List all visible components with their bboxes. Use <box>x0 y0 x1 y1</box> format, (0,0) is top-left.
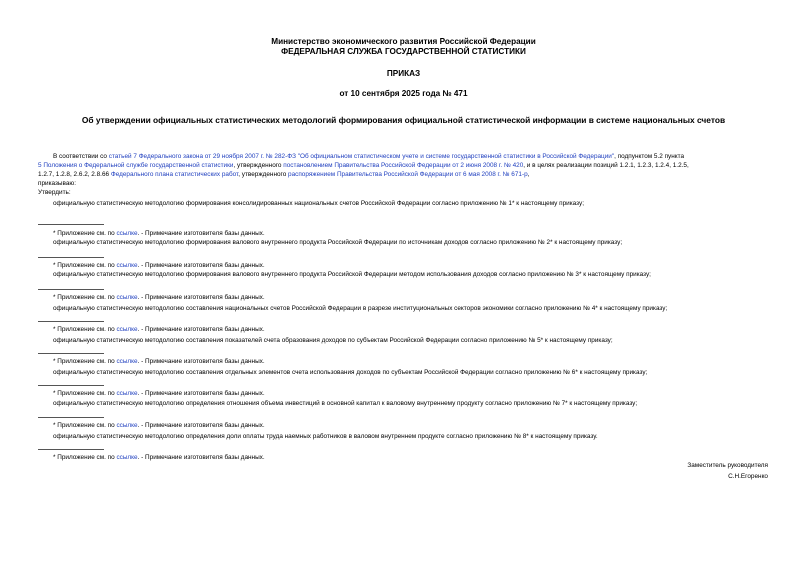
preamble-text: , утвержденного <box>238 171 289 178</box>
regulation-link[interactable]: 5 Положения о Федеральной службе государственной статистики <box>38 162 234 169</box>
service-name: ФЕДЕРАЛЬНАЯ СЛУЖБА ГОСУДАРСТВЕННОЙ СТАТИСТИКИ <box>281 47 526 56</box>
law-link[interactable]: статьей 7 Федерального закона от 29 ноября 2007 г. № 282-ФЗ "Об официальном статистическом учете и системе государственной статистики в Российской Федерации" <box>108 153 615 160</box>
footnote-suffix: . - Примечание изготовителя базы данных. <box>137 358 265 365</box>
list-item: официальную статистическую методологию составления показателей счета образования доходов по субъектам Российской Федерации согласно приложению № 5* к настоящему приказу; <box>53 337 613 344</box>
footnote-link[interactable]: ссылке <box>116 454 138 461</box>
footnote-suffix: . - Примечание изготовителя базы данных. <box>137 390 265 397</box>
footnote-link[interactable]: ссылке <box>116 262 138 269</box>
doc-date-number: от 10 сентября 2025 года № 471 <box>339 89 468 98</box>
footnote-prefix: * Приложение см. по <box>53 422 117 429</box>
ministry-name: Министерство экономического развития Российской Федерации <box>271 37 536 46</box>
footnote-divider <box>38 257 104 258</box>
list-item: официальную статистическую методологию составления отдельных элементов счета использования доходов по субъектам Российской Федерации согласно приложению № 6* к настоящему приказу; <box>53 369 648 376</box>
signature-position: Заместитель руководителя <box>687 462 768 469</box>
footnote-divider <box>38 417 104 418</box>
footnote-prefix: * Приложение см. по <box>53 454 117 461</box>
doc-type: ПРИКАЗ <box>386 69 421 78</box>
list-item: официальную статистическую методологию составления национальных счетов Российской Федерации в разрезе институциональных секторов экономики согласно приложению № 4* к настоящему приказу; <box>53 305 668 312</box>
footnote-link[interactable]: ссылке <box>116 326 138 333</box>
footnote-divider <box>38 449 104 450</box>
footnote-suffix: . - Примечание изготовителя базы данных. <box>137 262 265 269</box>
list-item: официальную статистическую методологию формирования валового внутреннего продукта Российской Федерации по источникам доходов согласно приложению № 2* к настоящему приказу; <box>53 239 623 246</box>
footnote <box>53 453 265 462</box>
footnote-suffix: . - Примечание изготовителя базы данных. <box>137 230 265 237</box>
preamble-line-3 <box>38 170 529 179</box>
orders-line: приказываю: <box>38 180 76 187</box>
preamble-line-1 <box>53 152 684 161</box>
footnote-link[interactable]: ссылке <box>116 390 138 397</box>
list-item: официальную статистическую методологию формирования валового внутреннего продукта Российской Федерации методом использования доходов согласно приложению № 3* к настоящему приказу; <box>53 271 651 278</box>
footnote-prefix: * Приложение см. по <box>53 390 117 397</box>
list-item: официальную статистическую методологию определения доли оплаты труда наемных работников в валовом внутреннем продукте согласно приложению № 8* к настоящему приказу. <box>53 433 598 440</box>
footnote-link[interactable]: ссылке <box>116 230 138 237</box>
list-item: официальную статистическую методологию формирования консолидированных национальных счетов Российской Федерации согласно приложению № 1* к настоящему приказу; <box>53 200 584 207</box>
preamble-text: В соответствии со <box>53 153 109 160</box>
footnote <box>53 261 265 270</box>
doc-title: Об утверждении официальных статистических методологий формирования официальной статистической информации в системе национальных счетов <box>81 115 726 125</box>
footnote-divider <box>38 321 104 322</box>
preamble-text: , и в целях реализации позиций 1.2.1, 1.2.3, 1.2.4, 1.2.5, <box>523 162 689 169</box>
preamble-text: , подпунктом 5.2 пункта <box>614 153 685 160</box>
footnote-suffix: . - Примечание изготовителя базы данных. <box>137 454 265 461</box>
footnote-prefix: * Приложение см. по <box>53 294 117 301</box>
decree-link[interactable]: постановлением Правительства Российской Федерации от 2 июня 2008 г. № 420 <box>283 162 524 169</box>
footnote-divider <box>38 289 104 290</box>
footnote-link[interactable]: ссылке <box>116 422 138 429</box>
order-link[interactable]: распоряжением Правительства Российской Федерации от 6 мая 2008 г. № 671-р <box>288 171 528 178</box>
footnote <box>53 357 265 366</box>
footnote <box>53 389 265 398</box>
signature-name: С.Н.Егоренко <box>728 473 768 480</box>
footnote-link[interactable]: ссылке <box>116 294 138 301</box>
footnote-divider <box>38 224 104 225</box>
preamble-text: , утвержденного <box>233 162 284 169</box>
footnote <box>53 325 265 334</box>
footnote-link[interactable]: ссылке <box>116 358 138 365</box>
preamble-text: , <box>527 171 530 178</box>
footnote <box>53 229 265 238</box>
footnote-prefix: * Приложение см. по <box>53 326 117 333</box>
footnote-prefix: * Приложение см. по <box>53 358 117 365</box>
footnote-prefix: * Приложение см. по <box>53 230 117 237</box>
footnote-prefix: * Приложение см. по <box>53 262 117 269</box>
footnote-suffix: . - Примечание изготовителя базы данных. <box>137 326 265 333</box>
footnote-divider <box>38 385 104 386</box>
list-item: официальную статистическую методологию определения отношения объема инвестиций в основной капитал к валовому внутреннему продукту согласно приложению № 7* к настоящему приказу; <box>53 400 638 407</box>
approve-line: Утвердить: <box>38 189 71 196</box>
footnote-suffix: . - Примечание изготовителя базы данных. <box>137 422 265 429</box>
footnote-suffix: . - Примечание изготовителя базы данных. <box>137 294 265 301</box>
footnote <box>53 293 265 302</box>
footnote-divider <box>38 353 104 354</box>
footnote <box>53 421 265 430</box>
preamble-text: 1.2.7, 1.2.8, 2.6.2, 2.8.66 <box>38 171 111 178</box>
plan-link[interactable]: Федерального плана статистических работ <box>110 171 239 178</box>
preamble-line-2 <box>38 161 689 170</box>
